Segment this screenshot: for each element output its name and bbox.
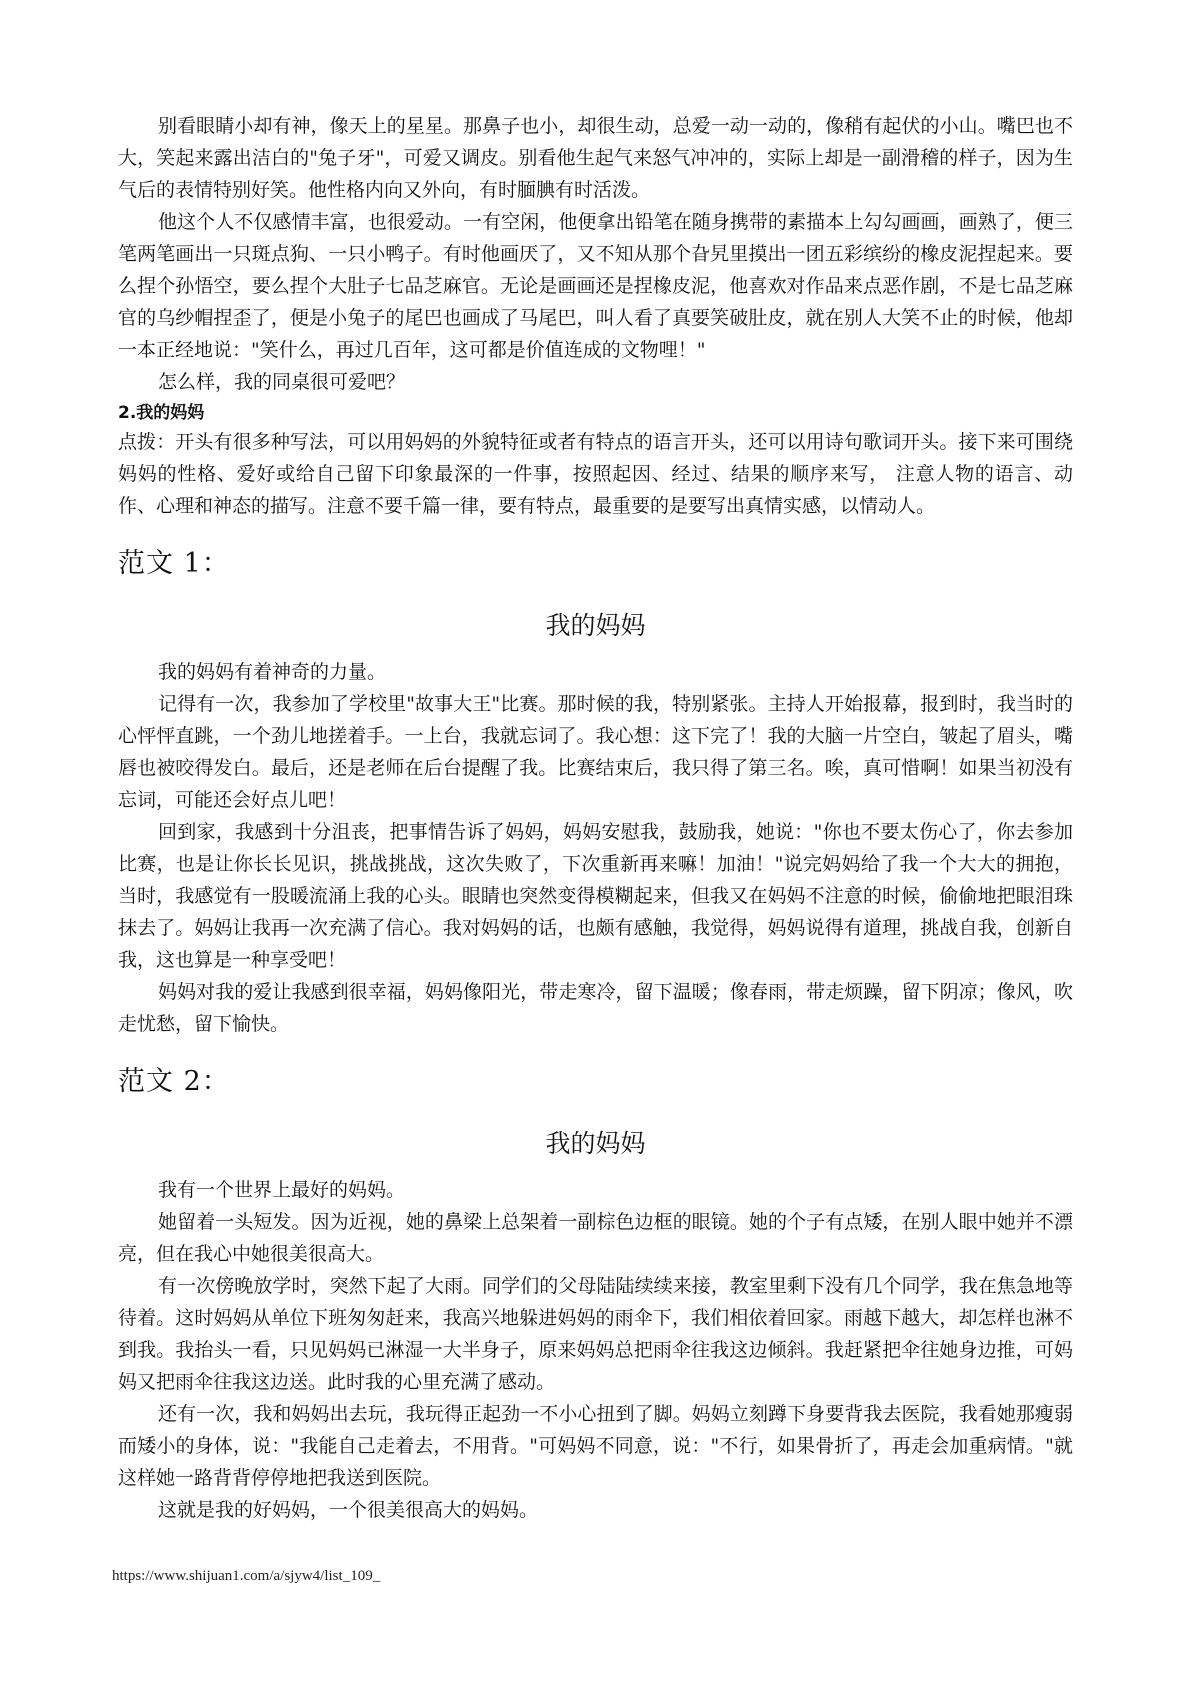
essay2-title: 我的妈妈 [545, 1129, 646, 1158]
essay1-title: 我的妈妈 [545, 611, 646, 640]
intro-paragraph-1: 别看眼睛小却有神，像天上的星星。那鼻子也小，却很生动，总爱一动一动的，像稍有起伏的小山。嘴巴也不大，笑起来露出洁白的"兔子牙"，可爱又调皮。别看他生起气来怒气冲冲的，实际上却是一副滑稽的样子，因为生气后的表情特别好笑。他性格内向又外向，有时腼腆有时活泼。 [118, 115, 1073, 201]
essay2-paragraph-3: 有一次傍晚放学时，突然下起了大雨。同学们的父母陆陆续续来接，教室里剩下没有几个同学，我在焦急地等待着。这时妈妈从单位下班匆匆赶来，我高兴地躲进妈妈的雨伞下，我们相依着回家。雨越下越大，却怎样也淋不到我。我抬头一看，只见妈妈已淋湿一大半身子，原来妈妈总把雨伞往我这边倾斜。我赶紧把伞往她身边推，可妈妈又把雨伞往我这边送。此时我的心里充满了感动。 [118, 1275, 1073, 1393]
essay2-paragraph-4: 还有一次，我和妈妈出去玩，我玩得正起劲一不小心扭到了脚。妈妈立刻蹲下身要背我去医院，我看她那瘦弱而矮小的身体，说："我能自己走着去，不用背。"可妈妈不同意，说："不行，如果骨折了，再走会加重病情。"就这样她一路背背停停地把我送到医院。 [118, 1403, 1073, 1489]
essay2-paragraph-2: 她留着一头短发。因为近视，她的鼻梁上总架着一副棕色边框的眼镜。她的个子有点矮，在别人眼中她并不漂亮，但在我心中她很美很高大。 [118, 1211, 1073, 1265]
intro-paragraph-2: 他这个人不仅感情丰富，也很爱动。一有空闲，他便拿出铅笔在随身携带的素描本上勾勾画画，画熟了，便三笔两笔画出一只斑点狗、一只小鸭子。有时他画厌了，又不知从那个旮旯里摸出一团五彩缤纷的橡皮泥捏起来。要么捏个孙悟空，要么捏个大肚子七品芝麻官。无论是画画还是捏橡皮泥，他喜欢对作品来点恶作剧，不是七品芝麻官的乌纱帽捏歪了，便是小兔子的尾巴也画成了马尾巴，叫人看了真要笑破肚皮，就在别人大笑不止的时候，他却一本正经地说："笑什么，再过几百年，这可都是价值连成的文物哩！" [118, 211, 1073, 361]
document-page [118, 110, 1073, 1526]
essay2-paragraph-1: 我有一个世界上最好的妈妈。 [158, 1179, 406, 1201]
essay1-paragraph-1: 我的妈妈有着神奇的力量。 [158, 661, 387, 683]
essay2-label: 范文 2： [118, 1066, 230, 1097]
intro-paragraph-3: 怎么样，我的同桌很可爱吧？ [158, 371, 406, 393]
essay2-paragraph-5: 这就是我的好妈妈，一个很美很高大的妈妈。 [158, 1499, 539, 1521]
essay1-paragraph-2: 记得有一次，我参加了学校里"故事大王"比赛。那时候的我，特别紧张。主持人开始报幕，报到时，我当时的心怦怦直跳，一个劲儿地搓着手。一上台，我就忘词了。我心想：这下完了！我的大脑一片空白，皱起了眉头，嘴唇也被咬得发白。最后，还是老师在后台提醒了我。比赛结束后，我只得了第三名。唉，真可惜啊！如果当初没有忘词，可能还会好点儿吧！ [118, 693, 1073, 811]
essay1-paragraph-4: 妈妈对我的爱让我感到很幸福，妈妈像阳光，带走寒冷，留下温暖；像春雨，带走烦躁，留下阴凉；像风，吹走忧愁，留下愉快。 [118, 981, 1073, 1035]
section-heading: 2.我的妈妈 [118, 403, 205, 423]
footer-url: https://www.shijuan1.com/a/sjyw4/list_109_ [112, 1568, 381, 1584]
section-tip: 点拨：开头有很多种写法，可以用妈妈的外貌特征或者有特点的语言开头，还可以用诗句歌词开头。接下来可围绕妈妈的性格、爱好或给自己留下印象最深的一件事，按照起因、经过、结果的顺序来写， 注意人物的语言、动作、心理和神态的描写。注意不要千篇一律，要有特点，最重要的是要写出真情实感，以情动人。 [118, 431, 1073, 517]
essay1-label: 范文 1： [118, 548, 230, 579]
essay1-paragraph-3: 回到家，我感到十分沮丧，把事情告诉了妈妈，妈妈安慰我，鼓励我，她说："你也不要太伤心了，你去参加比赛，也是让你长长见识，挑战挑战，这次失败了，下次重新再来嘛！加油！"说完妈妈给了我一个大大的拥抱，当时，我感觉有一股暖流涌上我的心头。眼睛也突然变得模糊起来，但我又在妈妈不注意的时候，偷偷地把眼泪珠抹去了。妈妈让我再一次充满了信心。我对妈妈的话，也颇有感触，我觉得，妈妈说得有道理，挑战自我，创新自我，这也算是一种享受吧！ [118, 821, 1073, 971]
